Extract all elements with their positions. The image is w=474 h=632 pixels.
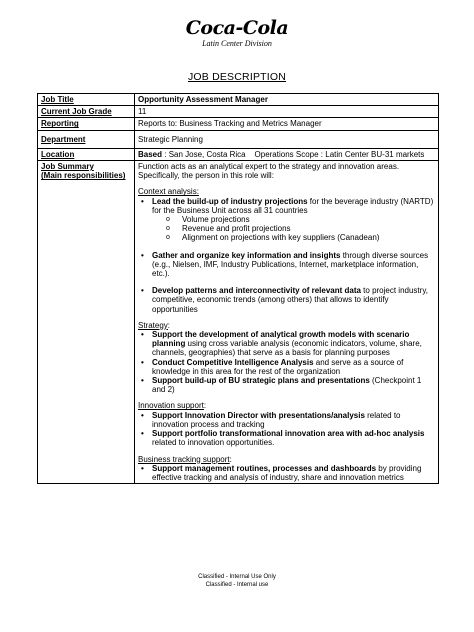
value-job-title: Opportunity Assessment Manager (135, 94, 439, 106)
section-context-title: Context analysis: (138, 187, 199, 197)
label-job-title: Job Title (38, 94, 135, 106)
logo-division: Latin Center Division (202, 39, 272, 48)
row-reporting (38, 118, 439, 130)
label-department: Department (38, 130, 135, 148)
list-item: • Lead the build-up of industry projections for the beverage industry (NARTD) for the Business Unit across all 31 countries o Volume projections o Revenue and profit projections o Alignment on projections with key suppliers (Canadean) (138, 197, 435, 243)
row-job-summary (38, 161, 439, 484)
value-reporting: Reports to: Business Tracking and Metrics Manager (135, 118, 439, 130)
value-department: Strategic Planning (135, 130, 439, 148)
list-item: o Volume projections (166, 215, 435, 224)
label-location: Location (38, 148, 135, 160)
list-item: o Revenue and profit projections (166, 224, 435, 233)
label-reporting: Reporting (38, 118, 135, 130)
value-job-summary (135, 161, 439, 484)
row-job-grade (38, 106, 439, 118)
list-item: o Alignment on projections with key suppliers (Canadean) (166, 233, 435, 242)
location-based-value: : San Jose, Costa Rica (164, 149, 246, 159)
location-based-label: Based (138, 149, 163, 159)
label-job-summary-title: Job Summary (41, 162, 94, 172)
list-item: • Support the development of analytical growth models with scenario planning using cross variable analysis (economic indicators, volume, share, channels, geographies) that serve as a basis for planning purposes (138, 330, 435, 358)
context-list (138, 197, 435, 314)
list-item: • Support portfolio transformational innovation area with ad-hoc analysis related to innovation opportunities. (138, 429, 435, 447)
job-description-table (37, 93, 439, 484)
list-item: • Gather and organize key information and insights through diverse sources (e.g., Nielsen, IMF, Industry Publications, Internet, marketplace information, etc.). (138, 251, 435, 279)
label-job-summary (38, 161, 135, 484)
value-location (135, 148, 439, 160)
tracking-list (138, 464, 435, 482)
location-scope-label: Operations Scope (254, 149, 319, 159)
list-item: • Support Innovation Director with presentations/analysis related to innovation process and tracking (138, 411, 435, 429)
label-job-grade: Current Job Grade (38, 106, 135, 118)
row-department (38, 130, 439, 148)
list-item: • Support build-up of BU strategic plans and presentations (Checkpoint 1 and 2) (138, 376, 435, 394)
section-strategy-title: Strategy: (138, 320, 171, 330)
document-title: JOB DESCRIPTION (187, 71, 287, 83)
company-logo (0, 18, 474, 49)
projection-sublist (152, 215, 435, 243)
row-location (38, 148, 439, 160)
value-job-grade: 11 (135, 106, 439, 118)
strategy-list (138, 330, 435, 394)
footer-line-1: Classified - Internal Use Only (198, 574, 276, 580)
label-job-summary-sub: (Main responsibilities) (41, 171, 126, 181)
section-tracking-title: Business tracking support: (138, 454, 232, 464)
list-item: • Develop patterns and interconnectivity of relevant data to project industry, competitive, economic trends (among others) that allows to identify opportunities (138, 286, 435, 314)
section-innovation-title: Innovation support: (138, 401, 207, 411)
innovation-list (138, 411, 435, 448)
location-scope-value: : Latin Center BU-31 markets (320, 149, 425, 159)
summary-intro: Function acts as an analytical expert to the strategy and innovation areas. Specifically, the person in this role will: (138, 162, 400, 181)
list-item: • Conduct Competitive Intelligence Analysis and serve as a source of knowledge in this area for the rest of the organization (138, 358, 435, 376)
row-job-title (38, 94, 439, 106)
list-item: • Support management routines, processes and dashboards by providing effective tracking and analysis of industry, share and innovation metrics (138, 464, 435, 482)
logo-wordmark: Coca-Cola (185, 17, 289, 39)
footer-classification (0, 573, 474, 589)
footer-line-2: Classified - Internal use (205, 582, 269, 588)
